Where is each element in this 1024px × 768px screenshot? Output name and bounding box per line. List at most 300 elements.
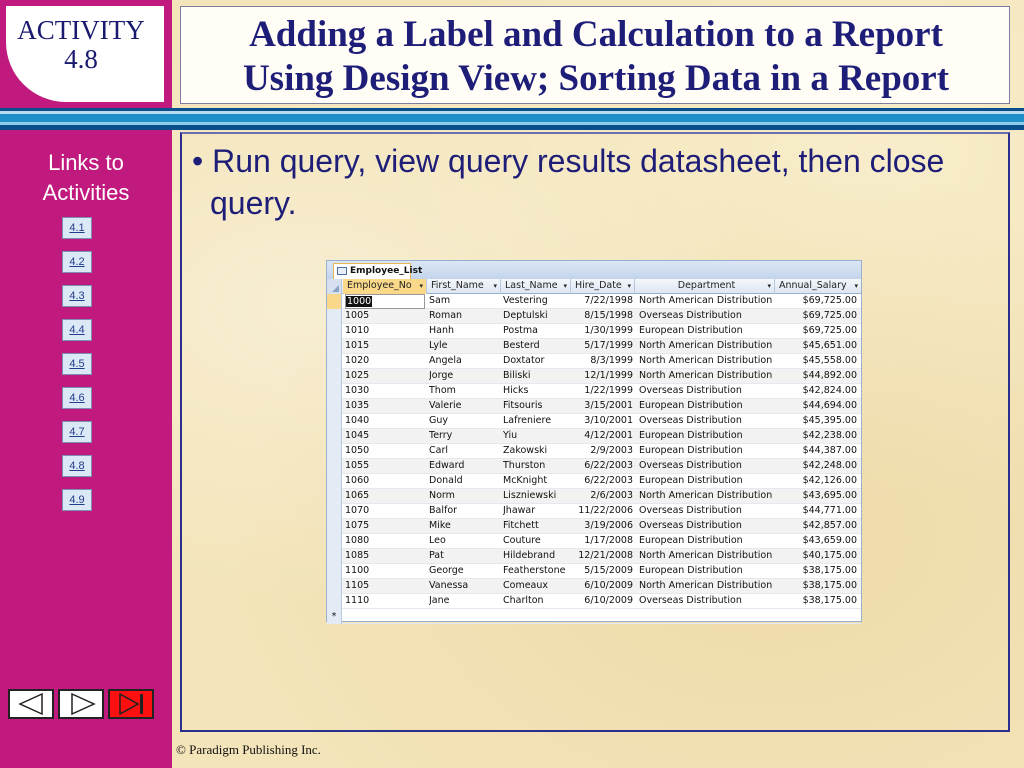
table-row[interactable] xyxy=(327,429,861,444)
table-cell[interactable] xyxy=(775,444,857,459)
table-cell[interactable] xyxy=(639,579,773,594)
sidebar xyxy=(0,130,172,768)
table-row[interactable] xyxy=(327,504,861,519)
arrow-right-icon xyxy=(60,691,102,717)
table-cell[interactable] xyxy=(775,339,857,354)
cell-value: $69,725.00 xyxy=(802,325,857,336)
activity-number: 4.8 xyxy=(64,44,98,74)
cell-value: 8/15/1998 xyxy=(584,310,633,321)
cell-value: Charlton xyxy=(503,595,544,606)
table-row[interactable] xyxy=(327,354,861,369)
column-header-employee-no[interactable] xyxy=(343,279,427,294)
cell-value: Fitchett xyxy=(503,520,539,531)
cell-value: 1000 xyxy=(347,296,372,307)
slide-title-line1: Adding a Label and Calculation to a Report xyxy=(249,14,943,55)
cell-value: 3/15/2001 xyxy=(584,400,633,411)
cell-value: European Distribution xyxy=(639,445,743,456)
cell-value: Lafreniere xyxy=(503,415,552,426)
cell-value: $42,126.00 xyxy=(802,475,857,486)
table-cell[interactable] xyxy=(503,309,569,324)
cell-value: McKnight xyxy=(503,475,548,486)
cell-value: Vanessa xyxy=(429,580,469,591)
table-cell[interactable] xyxy=(639,504,773,519)
table-cell[interactable] xyxy=(503,339,569,354)
table-cell[interactable] xyxy=(503,459,569,474)
link-activity-4-8[interactable]: 4.8 xyxy=(62,455,92,477)
table-cell[interactable] xyxy=(571,594,633,609)
link-activity-4-6[interactable]: 4.6 xyxy=(62,387,92,409)
table-cell[interactable] xyxy=(345,369,425,384)
table-cell[interactable] xyxy=(429,444,499,459)
column-header-last-name[interactable] xyxy=(501,279,571,294)
cell-value: 8/3/1999 xyxy=(590,355,633,366)
cell-value: 5/15/2009 xyxy=(584,565,633,576)
cell-value: 12/21/2008 xyxy=(578,550,633,561)
footer-copyright: © Paradigm Publishing Inc. xyxy=(176,742,321,757)
table-cell[interactable] xyxy=(503,414,569,429)
cell-value: Hildebrand xyxy=(503,550,556,561)
table-cell[interactable] xyxy=(571,324,633,339)
cell-value: 3/19/2006 xyxy=(584,520,633,531)
cell-value: 12/1/1999 xyxy=(584,370,633,381)
record-selector[interactable] xyxy=(327,429,342,444)
cell-value: 6/22/2003 xyxy=(584,460,633,471)
cell-value: Terry xyxy=(429,430,453,441)
table-cell[interactable] xyxy=(571,354,633,369)
table-cell[interactable] xyxy=(571,534,633,549)
table-cell[interactable] xyxy=(503,474,569,489)
activity-label-text: ACTIVITY xyxy=(17,15,145,45)
cell-value: 3/10/2001 xyxy=(584,415,633,426)
table-cell[interactable] xyxy=(775,504,857,519)
cell-value: 1005 xyxy=(345,310,370,321)
record-selector[interactable] xyxy=(327,504,342,519)
table-cell[interactable] xyxy=(775,564,857,579)
table-cell[interactable] xyxy=(775,534,857,549)
table-cell[interactable] xyxy=(429,504,499,519)
cell-value: 1025 xyxy=(345,370,370,381)
table-cell[interactable] xyxy=(775,309,857,324)
cell-value: 1/30/1999 xyxy=(584,325,633,336)
select-all-corner[interactable] xyxy=(327,279,342,294)
cell-value: North American Distribution xyxy=(639,295,773,306)
table-row[interactable] xyxy=(327,444,861,459)
table-cell[interactable] xyxy=(571,489,633,504)
table-cell[interactable] xyxy=(639,429,773,444)
cell-value: Zakowski xyxy=(503,445,548,456)
record-selector[interactable] xyxy=(327,369,342,384)
link-activity-4-7[interactable]: 4.7 xyxy=(62,421,92,443)
cell-value: North American Distribution xyxy=(639,370,773,381)
table-cell[interactable] xyxy=(503,399,569,414)
table-cell[interactable] xyxy=(639,534,773,549)
link-activity-4-2[interactable]: 4.2 xyxy=(62,251,92,273)
table-cell[interactable] xyxy=(571,369,633,384)
table-cell[interactable] xyxy=(571,564,633,579)
table-cell[interactable] xyxy=(345,414,425,429)
query-datasheet xyxy=(326,260,862,622)
cell-value: Sam xyxy=(429,295,451,306)
table-cell[interactable] xyxy=(639,564,773,579)
column-header-label: Employee_No xyxy=(347,280,412,291)
cell-value: $38,175.00 xyxy=(802,565,857,576)
table-cell[interactable] xyxy=(639,399,773,414)
cell-value: 6/22/2003 xyxy=(584,475,633,486)
table-cell[interactable] xyxy=(775,294,857,309)
slide-title-line2: Using Design View; Sorting Data in a Report xyxy=(242,58,950,99)
record-selector[interactable] xyxy=(327,309,342,324)
cell-value: 1070 xyxy=(345,505,370,516)
cell-value: Jane xyxy=(429,595,450,606)
cell-value: 6/10/2009 xyxy=(584,595,633,606)
arrow-end-icon xyxy=(110,691,152,717)
table-cell[interactable] xyxy=(639,339,773,354)
table-cell[interactable] xyxy=(503,324,569,339)
table-cell[interactable] xyxy=(639,324,773,339)
table-cell[interactable] xyxy=(345,474,425,489)
table-cell[interactable] xyxy=(503,369,569,384)
table-cell[interactable] xyxy=(775,384,857,399)
cell-value: $42,824.00 xyxy=(802,385,857,396)
link-activity-4-9[interactable]: 4.9 xyxy=(62,489,92,511)
record-selector[interactable] xyxy=(327,444,342,459)
table-cell[interactable] xyxy=(775,399,857,414)
cell-value: European Distribution xyxy=(639,565,743,576)
link-activity-4-4[interactable]: 4.4 xyxy=(62,319,92,341)
table-cell[interactable] xyxy=(639,294,773,309)
cell-value: North American Distribution xyxy=(639,550,773,561)
record-selector[interactable] xyxy=(327,564,342,579)
table-cell[interactable] xyxy=(429,399,499,414)
cell-value: Valerie xyxy=(429,400,462,411)
table-cell[interactable] xyxy=(345,444,425,459)
table-cell[interactable] xyxy=(571,384,633,399)
table-cell[interactable] xyxy=(345,594,425,609)
table-cell[interactable] xyxy=(503,594,569,609)
cell-value: North American Distribution xyxy=(639,580,773,591)
cell-value: 1035 xyxy=(345,400,370,411)
cell-value: $40,175.00 xyxy=(802,550,857,561)
table-cell[interactable] xyxy=(775,459,857,474)
table-row[interactable] xyxy=(327,324,861,339)
dropdown-arrow-icon: ▾ xyxy=(563,282,567,290)
cell-value: North American Distribution xyxy=(639,340,773,351)
record-selector[interactable] xyxy=(327,549,342,564)
column-header-label: Annual_Salary xyxy=(779,280,847,291)
record-selector[interactable] xyxy=(327,489,342,504)
cell-value: Jorge xyxy=(429,370,454,381)
cell-value: Overseas Distribution xyxy=(639,310,742,321)
cell-value: $45,558.00 xyxy=(802,355,857,366)
cell-value: Featherstone xyxy=(503,565,566,576)
table-cell[interactable] xyxy=(571,294,633,309)
table-cell[interactable] xyxy=(639,414,773,429)
table-cell[interactable] xyxy=(345,354,425,369)
table-cell[interactable] xyxy=(345,429,425,444)
cell-value: Biliski xyxy=(503,370,531,381)
cell-value: $44,892.00 xyxy=(802,370,857,381)
column-header-label: Department xyxy=(677,280,736,291)
cell-value: Pat xyxy=(429,550,444,561)
table-row[interactable] xyxy=(327,414,861,429)
cell-value: 1075 xyxy=(345,520,370,531)
cell-value: 4/12/2001 xyxy=(584,430,633,441)
datasheet-tab[interactable] xyxy=(333,263,423,279)
table-row[interactable] xyxy=(327,489,861,504)
table-cell[interactable] xyxy=(571,414,633,429)
link-activity-4-3[interactable]: 4.3 xyxy=(62,285,92,307)
record-selector[interactable] xyxy=(327,534,342,549)
table-cell[interactable] xyxy=(503,564,569,579)
table-cell[interactable] xyxy=(571,339,633,354)
record-selector[interactable] xyxy=(327,324,342,339)
table-cell[interactable] xyxy=(503,444,569,459)
cell-value: $44,694.00 xyxy=(802,400,857,411)
table-cell[interactable] xyxy=(775,369,857,384)
table-cell[interactable] xyxy=(775,519,857,534)
cell-value: 2/6/2003 xyxy=(590,490,633,501)
table-row[interactable] xyxy=(327,309,861,324)
links-title xyxy=(0,148,172,208)
table-row[interactable] xyxy=(327,369,861,384)
cell-value: 1015 xyxy=(345,340,370,351)
table-cell[interactable] xyxy=(429,474,499,489)
cell-value: European Distribution xyxy=(639,430,743,441)
new-record-row[interactable] xyxy=(327,609,861,624)
table-cell[interactable] xyxy=(775,594,857,609)
cell-value: $69,725.00 xyxy=(802,310,857,321)
table-cell[interactable] xyxy=(345,504,425,519)
table-cell[interactable] xyxy=(775,324,857,339)
table-cell[interactable] xyxy=(345,534,425,549)
table-cell[interactable] xyxy=(571,579,633,594)
table-cell[interactable] xyxy=(429,489,499,504)
cell-value: $69,725.00 xyxy=(802,295,857,306)
table-cell[interactable] xyxy=(571,459,633,474)
table-cell[interactable] xyxy=(775,489,857,504)
table-cell[interactable] xyxy=(345,399,425,414)
cell-value: 1/22/1999 xyxy=(584,385,633,396)
record-selector[interactable] xyxy=(327,519,342,534)
table-row[interactable] xyxy=(327,459,861,474)
cell-value: North American Distribution xyxy=(639,355,773,366)
table-cell[interactable] xyxy=(429,564,499,579)
title-box xyxy=(180,6,1010,104)
cell-value: Angela xyxy=(429,355,462,366)
table-cell[interactable] xyxy=(503,519,569,534)
table-cell[interactable] xyxy=(429,309,499,324)
cell-value: Overseas Distribution xyxy=(639,415,742,426)
activity-label xyxy=(6,16,156,74)
table-row[interactable] xyxy=(327,519,861,534)
table-cell[interactable] xyxy=(503,354,569,369)
cell-value: 11/22/2006 xyxy=(578,505,633,516)
table-cell[interactable] xyxy=(345,579,425,594)
datasheet-tab-label: Employee_List xyxy=(350,266,423,276)
column-header-annual-salary[interactable] xyxy=(775,279,861,294)
table-cell[interactable] xyxy=(429,429,499,444)
cell-value: 1/17/2008 xyxy=(584,535,633,546)
table-cell[interactable] xyxy=(503,549,569,564)
record-selector[interactable] xyxy=(327,354,342,369)
table-cell[interactable] xyxy=(503,429,569,444)
activity-badge xyxy=(0,0,172,108)
table-cell[interactable] xyxy=(639,474,773,489)
table-row[interactable] xyxy=(327,594,861,609)
cell-value: 1045 xyxy=(345,430,370,441)
table-row[interactable] xyxy=(327,579,861,594)
links-title-line2: Activities xyxy=(42,180,130,205)
record-selector[interactable] xyxy=(327,384,342,399)
table-cell[interactable] xyxy=(503,489,569,504)
table-cell[interactable] xyxy=(429,459,499,474)
table-cell[interactable] xyxy=(345,519,425,534)
table-cell[interactable] xyxy=(775,354,857,369)
end-show-button[interactable] xyxy=(108,689,154,719)
slide-title xyxy=(181,13,1011,101)
cell-value: $38,175.00 xyxy=(802,580,857,591)
cell-value: Hicks xyxy=(503,385,529,396)
cell-value: 1020 xyxy=(345,355,370,366)
table-cell[interactable] xyxy=(639,459,773,474)
table-cell[interactable] xyxy=(429,339,499,354)
table-cell[interactable] xyxy=(775,414,857,429)
table-row[interactable] xyxy=(327,564,861,579)
table-cell[interactable] xyxy=(429,324,499,339)
column-header-department[interactable] xyxy=(635,279,775,294)
cell-value: Liszniewski xyxy=(503,490,557,501)
record-selector[interactable] xyxy=(327,399,342,414)
cell-value: Deptulski xyxy=(503,310,548,321)
query-icon xyxy=(337,267,347,275)
table-cell[interactable] xyxy=(639,489,773,504)
column-header-first-name[interactable] xyxy=(427,279,501,294)
column-header-hire-date[interactable] xyxy=(571,279,635,294)
link-activity-4-5[interactable]: 4.5 xyxy=(62,353,92,375)
datasheet-header xyxy=(327,279,861,294)
record-selector[interactable] xyxy=(327,339,342,354)
table-cell[interactable] xyxy=(429,519,499,534)
table-cell[interactable] xyxy=(639,519,773,534)
table-cell[interactable] xyxy=(639,309,773,324)
table-cell[interactable] xyxy=(429,549,499,564)
link-activity-4-1[interactable]: 4.1 xyxy=(62,217,92,239)
cell-value: $42,248.00 xyxy=(802,460,857,471)
table-cell[interactable] xyxy=(345,564,425,579)
table-cell[interactable] xyxy=(775,579,857,594)
cell-value: 1110 xyxy=(345,595,370,606)
table-cell[interactable] xyxy=(345,489,425,504)
table-cell[interactable] xyxy=(429,414,499,429)
record-selector[interactable] xyxy=(327,594,342,609)
table-cell[interactable] xyxy=(503,294,569,309)
table-cell[interactable] xyxy=(571,309,633,324)
table-cell[interactable] xyxy=(639,444,773,459)
bullet-text: • Run query, view query results datasheet, then close query. xyxy=(192,143,945,221)
previous-slide-button[interactable] xyxy=(8,689,54,719)
table-cell[interactable] xyxy=(429,369,499,384)
cell-value: Overseas Distribution xyxy=(639,460,742,471)
record-selector[interactable] xyxy=(327,579,342,594)
table-cell[interactable] xyxy=(571,504,633,519)
table-cell[interactable] xyxy=(345,384,425,399)
table-cell[interactable] xyxy=(571,399,633,414)
table-cell[interactable] xyxy=(429,294,499,309)
table-cell[interactable] xyxy=(571,444,633,459)
table-cell[interactable] xyxy=(571,549,633,564)
cell-value: Roman xyxy=(429,310,463,321)
cell-value: Overseas Distribution xyxy=(639,505,742,516)
table-cell[interactable] xyxy=(571,474,633,489)
table-cell[interactable] xyxy=(345,339,425,354)
table-cell[interactable] xyxy=(503,534,569,549)
arrow-left-icon xyxy=(10,691,52,717)
table-cell[interactable] xyxy=(775,474,857,489)
dropdown-arrow-icon: ▾ xyxy=(493,282,497,290)
table-row[interactable] xyxy=(327,399,861,414)
table-cell[interactable] xyxy=(345,549,425,564)
record-selector[interactable] xyxy=(327,294,342,309)
record-selector[interactable] xyxy=(327,474,342,489)
table-cell[interactable] xyxy=(345,309,425,324)
table-row[interactable] xyxy=(327,549,861,564)
column-header-label: Last_Name xyxy=(505,280,558,291)
table-cell[interactable] xyxy=(503,504,569,519)
table-cell[interactable] xyxy=(429,594,499,609)
table-cell[interactable] xyxy=(429,354,499,369)
cell-value: 1010 xyxy=(345,325,370,336)
new-record-marker[interactable]: * xyxy=(327,609,342,624)
table-cell[interactable] xyxy=(775,429,857,444)
table-cell[interactable] xyxy=(775,549,857,564)
next-slide-button[interactable] xyxy=(58,689,104,719)
table-cell[interactable] xyxy=(429,384,499,399)
cell-value: Overseas Distribution xyxy=(639,385,742,396)
cell-value: Doxtator xyxy=(503,355,545,366)
table-cell[interactable] xyxy=(345,324,425,339)
table-row[interactable] xyxy=(327,339,861,354)
cell-value: Hanh xyxy=(429,325,455,336)
table-row[interactable] xyxy=(327,384,861,399)
table-cell[interactable] xyxy=(429,579,499,594)
table-cell[interactable] xyxy=(639,384,773,399)
table-cell[interactable] xyxy=(503,384,569,399)
cell-value: Guy xyxy=(429,415,449,426)
cell-value: 1055 xyxy=(345,460,370,471)
cell-value: $44,771.00 xyxy=(802,505,857,516)
table-cell[interactable] xyxy=(345,294,425,309)
cell-value: Thurston xyxy=(503,460,546,471)
table-cell[interactable] xyxy=(639,594,773,609)
table-cell[interactable] xyxy=(639,354,773,369)
table-cell[interactable] xyxy=(429,534,499,549)
table-cell[interactable] xyxy=(639,369,773,384)
cell-value: 1065 xyxy=(345,490,370,501)
record-selector[interactable] xyxy=(327,414,342,429)
table-cell[interactable] xyxy=(571,429,633,444)
table-row[interactable] xyxy=(327,294,861,309)
table-cell[interactable] xyxy=(345,459,425,474)
cell-value: 2/9/2003 xyxy=(590,445,633,456)
table-row[interactable] xyxy=(327,534,861,549)
table-cell[interactable] xyxy=(571,519,633,534)
table-cell[interactable] xyxy=(503,579,569,594)
table-row[interactable] xyxy=(327,474,861,489)
cell-value: Balfor xyxy=(429,505,458,516)
record-selector[interactable] xyxy=(327,459,342,474)
table-cell[interactable] xyxy=(639,549,773,564)
cell-value: $43,659.00 xyxy=(802,535,857,546)
